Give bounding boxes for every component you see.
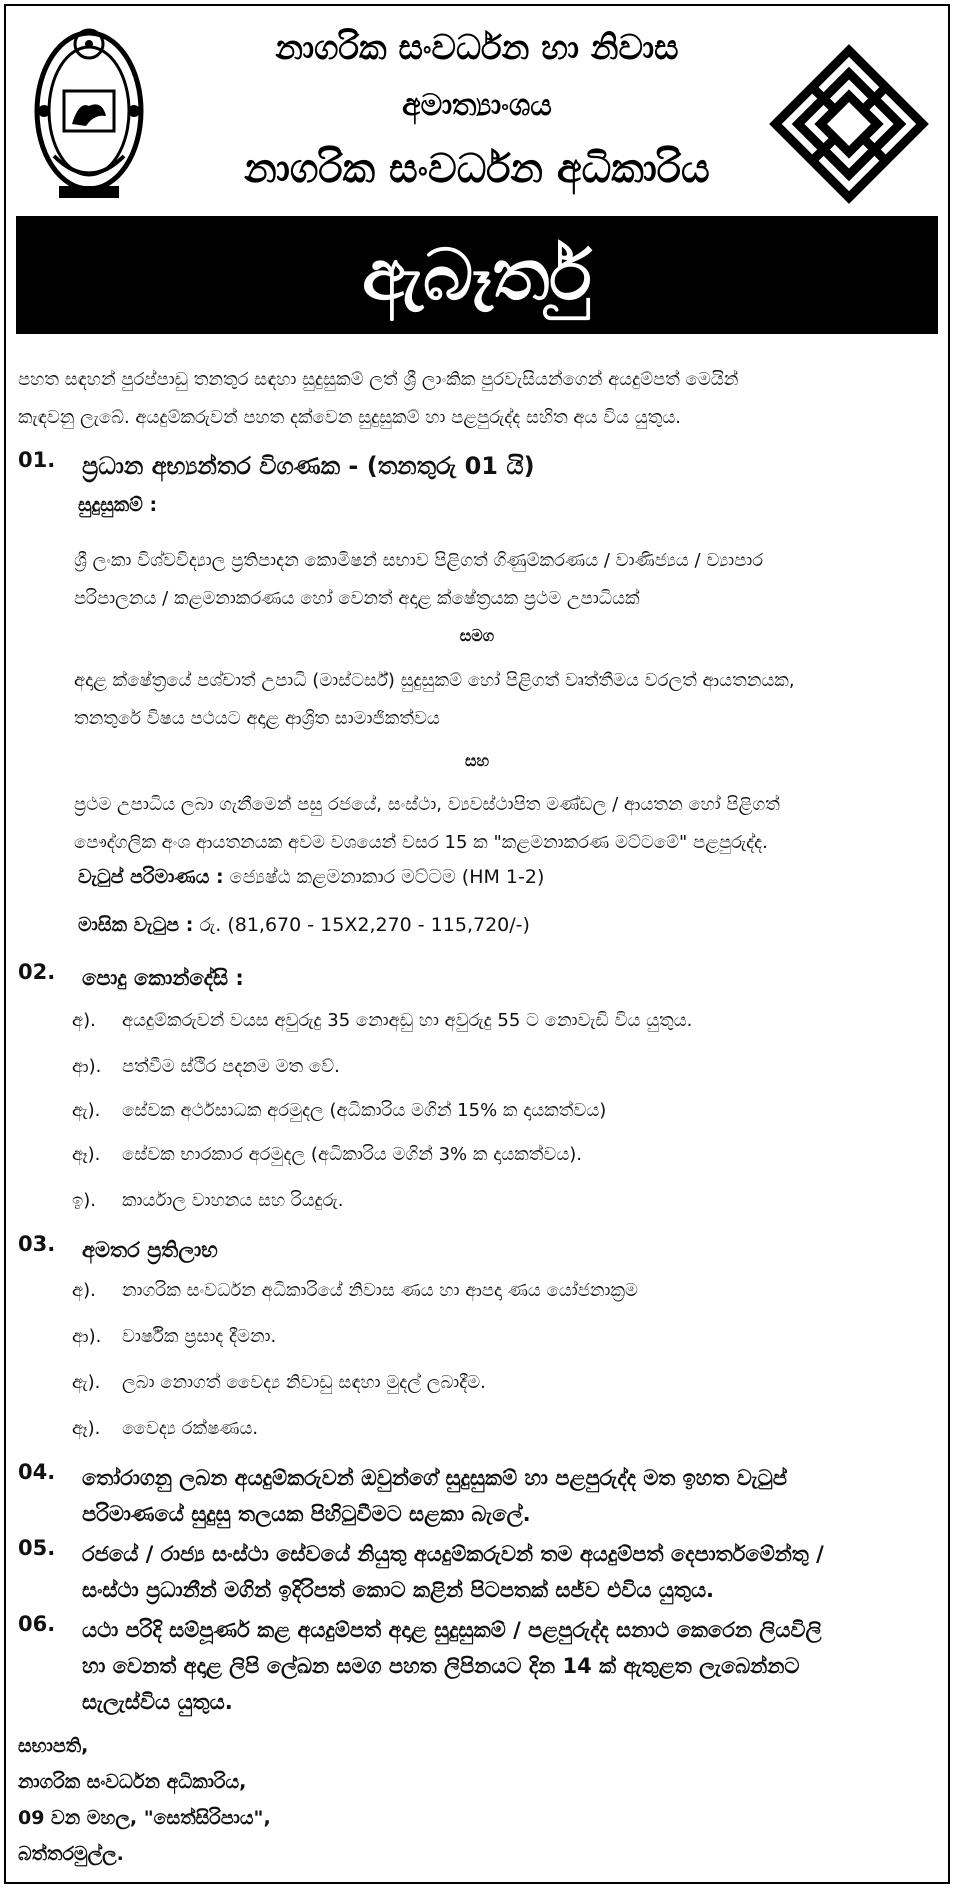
salary-scale [78, 866, 544, 888]
separator-and: සහ [464, 751, 490, 770]
section-number: 04. [18, 1460, 56, 1484]
signature-block [18, 1728, 271, 1872]
salary-scale-label: වැටුප් පරිමාණය : [78, 866, 224, 888]
list-text: කාර්යාල වාහනය සහ රියදුරු. [122, 1190, 344, 1211]
section-line: තෝරාගනු ලබන අයදුම්කරුවන් ඔවුන්ගේ සුදුසුකම් හා පළපුරුද්ද මත ඉහත වැටුප් [82, 1466, 787, 1490]
section-line: සංස්ථා ප්‍රධානීන් මගින් ඉදිරිපත් කොට කළින් පිටපතක් සජ්ව එවිය යුතුය. [82, 1578, 715, 1602]
list-label: ඈ). [72, 1418, 101, 1439]
list-label: ඈ). [72, 1144, 101, 1165]
ministry-word: අමාත්‍යාංශය [402, 88, 552, 123]
section-number: 06. [18, 1612, 56, 1636]
ministry-name: නාගරික සංවර්ධන හා නිවාස [275, 28, 679, 68]
section-number: 03. [18, 1232, 56, 1256]
signature-city: බත්තරමුල්ල. [18, 1843, 124, 1865]
list-label: ඇ). [72, 1372, 101, 1393]
section-line: පරිමාණයේ සුදුසු තලයක පිහිටුවීමට සළකා බැලේ. [82, 1502, 531, 1526]
qualification-postgrad [74, 662, 939, 738]
para-line: ශ්‍රී ලංකා විශ්වවිද්‍යාල ප්‍රතිපාදන කොමිෂන් සභාව පිළිගත් ගිණුම්කරණය / වාණිජ්‍යය / ව්‍යාපාර [74, 550, 764, 571]
section-number: 02. [18, 960, 56, 984]
monthly-salary-value: රු. (81,670 - 15X2,270 - 115,720/-) [199, 914, 530, 936]
list-label: අ). [72, 1010, 96, 1031]
list-text: අයදුම්කරුවන් වයස අවුරුදු 35 නොඅඩු හා අවුරුදු 55 ට නොවැඩි විය යුතුය. [122, 1010, 693, 1031]
list-text: සේවක භාරකාර අරමුදල (අධිකාරිය මගින් 3% ක දායකත්වය). [122, 1144, 582, 1165]
intro-line: පහත සඳහන් පුරප්පාඩු තනතුර සඳහා සුදුසුකම් ලත් ශ්‍රී ලාංකික පුරවැසියන්ගෙන් අයදුම්පත් මෙයින් [18, 369, 739, 390]
separator-together: සමග [459, 626, 495, 645]
monthly-salary [78, 914, 530, 936]
uda-logo-icon [754, 36, 944, 206]
section-line: රජයේ / රාජ්‍ය සංස්ථා සේවයේ නියුතු අයදුම්කරුවන් තම අයදුම්පත් දෙපාර්තමේන්තු / [82, 1542, 824, 1566]
para-line: ප්‍රථම උපාධිය ලබා ගැනීමෙන් පසු රජයේ, සංස්ථා, ව්‍යවස්ථාපිත මණ්ඩල / ආයතන හෝ පිළිගත් [74, 794, 780, 815]
para-line: අදාළ ක්ෂේත්‍රයේ පශ්චාත් උපාධි (මාස්ටර්ස්) සුදුසුකම් හෝ පිළිගත් වෘත්තීමය වරලත් ආයතනයක, [74, 670, 795, 691]
para-line: පරිපාලනය / කළමනාකරණය හෝ වෙනත් අදාළ ක්ෂේත්‍රයක ප්‍රථම උපාධියක් [74, 588, 640, 609]
qualifications-heading: සුදුසුකම් : [78, 494, 158, 516]
list-label: ආ). [72, 1326, 102, 1347]
section-text [82, 1536, 937, 1608]
signature-title: සභාපති, [18, 1735, 89, 1757]
signature-org: නාගරික සංවර්ධන අධිකාරිය, [18, 1771, 247, 1793]
para-line: තනතුරේ විෂය පථයට අදාළ ආශ්‍රිත සාමාජිකත්වය [74, 708, 440, 729]
intro-line: කැඳවනු ලැබේ. අයදුම්කරුවන් පහත දක්වෙන සුදුසුකම් හා පළපුරුද්ද සහිත අය විය යුතුය. [18, 407, 682, 428]
monthly-salary-label: මාසික වැටුප : [78, 914, 194, 936]
section-line: හා වෙනත් අදාළ ලිපි ලේඛන සමග පහත ලිපිනයට දින 14 ක් ඇතුළත ලැබෙන්නට [82, 1654, 800, 1678]
qualification-experience [74, 786, 939, 862]
section-line: යථා පරිදි සම්පූර්ණ කළ අයදුම්පත් අදාළ සුදුසුකම් / පළපුරුද්ද සනාථ කෙරෙන ලියවිලි [82, 1618, 822, 1642]
list-text: නාගරික සංවර්ධන අධිකාරියේ නිවාස ණය හා ආපදා ණය යෝජනාක්‍රම [122, 1280, 638, 1301]
section-title: අමතර ප්‍රතිලාභ [82, 1238, 218, 1262]
section-title: පොදු කොන්දේසි : [82, 966, 244, 990]
list-text: ලබා නොගත් වෛද්‍ය නිවාඩු සඳහා මුදල් ලබාදීම. [122, 1372, 486, 1393]
authority-name: නාගරික සංවර්ධන අධිකාරිය [244, 146, 710, 192]
section-text [82, 1460, 937, 1532]
qualification-degree [74, 542, 939, 618]
section-number: 01. [18, 448, 56, 472]
section-text [82, 1612, 937, 1720]
signature-address: 09 වන මහල, "සෙත්සිරිපාය", [18, 1807, 271, 1829]
salary-scale-value: ජ්‍යෙෂ්ඨ කළමනාකාර මට්ටම (HM 1-2) [229, 866, 545, 888]
vacancies-banner: ඇබෑර්තු [16, 216, 938, 334]
header [6, 6, 948, 214]
list-label: අ). [72, 1280, 96, 1301]
intro-paragraph [18, 361, 938, 437]
list-label: ඇ). [72, 1100, 101, 1121]
list-text: සේවක අර්ථසාධක අරමුදල (අධිකාරිය මගින් 15% ක දායකත්වය) [122, 1100, 607, 1121]
list-text: පත්වීම ස්ථිර පදනම මත වේ. [122, 1056, 340, 1077]
advertisement-frame [4, 4, 950, 1884]
para-line: පෞද්ගලික අංශ ආයතනයක අවම වශයෙන් වසර 15 ක "කළමනාකරණ මට්ටමේ" පළපුරුද්ද. [74, 832, 768, 853]
section-line: සැලැස්විය යුතුය. [82, 1690, 233, 1714]
post-title: ප්‍රධාන අභ්‍යන්තර විගණක - (තනතුරු 01 යි) [82, 452, 535, 480]
list-label: ඉ). [72, 1190, 97, 1211]
list-label: ආ). [72, 1056, 102, 1077]
list-text: වෛද්‍ය රක්ෂණය. [122, 1418, 259, 1439]
section-number: 05. [18, 1536, 56, 1560]
list-text: වාර්ෂික ප්‍රසාද දීමනා. [122, 1326, 277, 1347]
